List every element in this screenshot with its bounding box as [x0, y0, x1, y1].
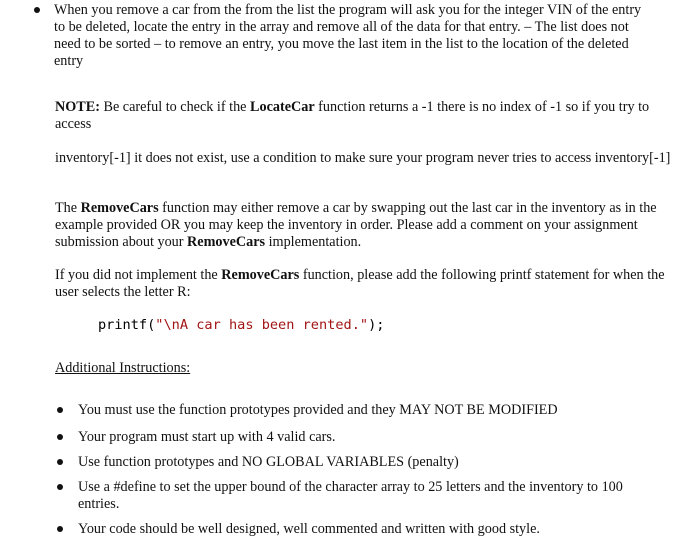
remove-text-b: function may either remove a car by swapping out the last car in the inventory as in the example provided OR you may keep the inventory in order. Please add a comment on your assignment submission about your [55, 200, 657, 250]
code-string: "\nA car has been rented." [155, 317, 369, 333]
bullet-dot [34, 7, 40, 13]
note-text-a: Be careful to check if the [99, 99, 251, 115]
instruction-text: Use function prototypes and NO GLOBAL VARIABLES (penalty) [78, 454, 459, 470]
code-suffix: ); [368, 317, 385, 333]
bullet-dot [57, 484, 63, 490]
list-item [57, 402, 667, 419]
instruction-text: Your code should be well designed, well commented and written with good style. [78, 521, 540, 537]
note-paragraph [55, 99, 680, 133]
remove-cars-paragraph [55, 200, 680, 251]
ifnot-text-a: If you did not implement the [55, 267, 222, 283]
removecars-fn-2: RemoveCars [187, 234, 266, 250]
bullet-dot [57, 526, 63, 532]
removecars-fn: RemoveCars [80, 200, 159, 216]
locatecar-fn: LocateCar [250, 99, 315, 115]
bullet-dot [57, 407, 63, 413]
list-item [57, 454, 667, 471]
remove-text-a: The [55, 200, 81, 216]
note-text-b: function returns a -1 there is no index of -1 so if you try to access [55, 99, 650, 132]
remove-text-c: implementation. [265, 234, 362, 250]
bullet-dot [57, 434, 63, 440]
instruction-text: You must use the function prototypes provided and they MAY NOT BE MODIFIED [78, 402, 558, 418]
inventory-note: inventory[-1] it does not exist, use a condition to make sure your program never tries to access inventory[-1] [55, 150, 671, 166]
ifnot-text-b: function, please add the following printf statement for when the user selects the letter R: [55, 267, 665, 300]
list-item [57, 521, 667, 538]
bullet-dot [57, 459, 63, 465]
additional-instructions-heading: Additional Instructions: [55, 360, 191, 376]
instruction-text: Your program must start up with 4 valid cars. [78, 429, 336, 445]
instruction-text: Use a #define to set the upper bound of the character array to 25 letters and the inventory to 100 entries. [78, 479, 623, 512]
bullet-text: When you remove a car from the from the list the program will ask you for the integer VIN of the entry to be deleted, locate the entry in the array and remove all of the data for that entry. – The list does not need to be sorted – to remove an entry, you move the last item in the list to the location of the deleted entry [54, 2, 642, 69]
if-not-implemented-paragraph [55, 267, 680, 301]
list-item [57, 429, 667, 446]
printf-code [98, 317, 384, 334]
list-item [57, 479, 667, 513]
note-label: NOTE: [55, 99, 100, 115]
bullet-remove-car [34, 2, 664, 70]
code-prefix: printf( [98, 317, 156, 333]
removecars-fn-3: RemoveCars [221, 267, 300, 283]
